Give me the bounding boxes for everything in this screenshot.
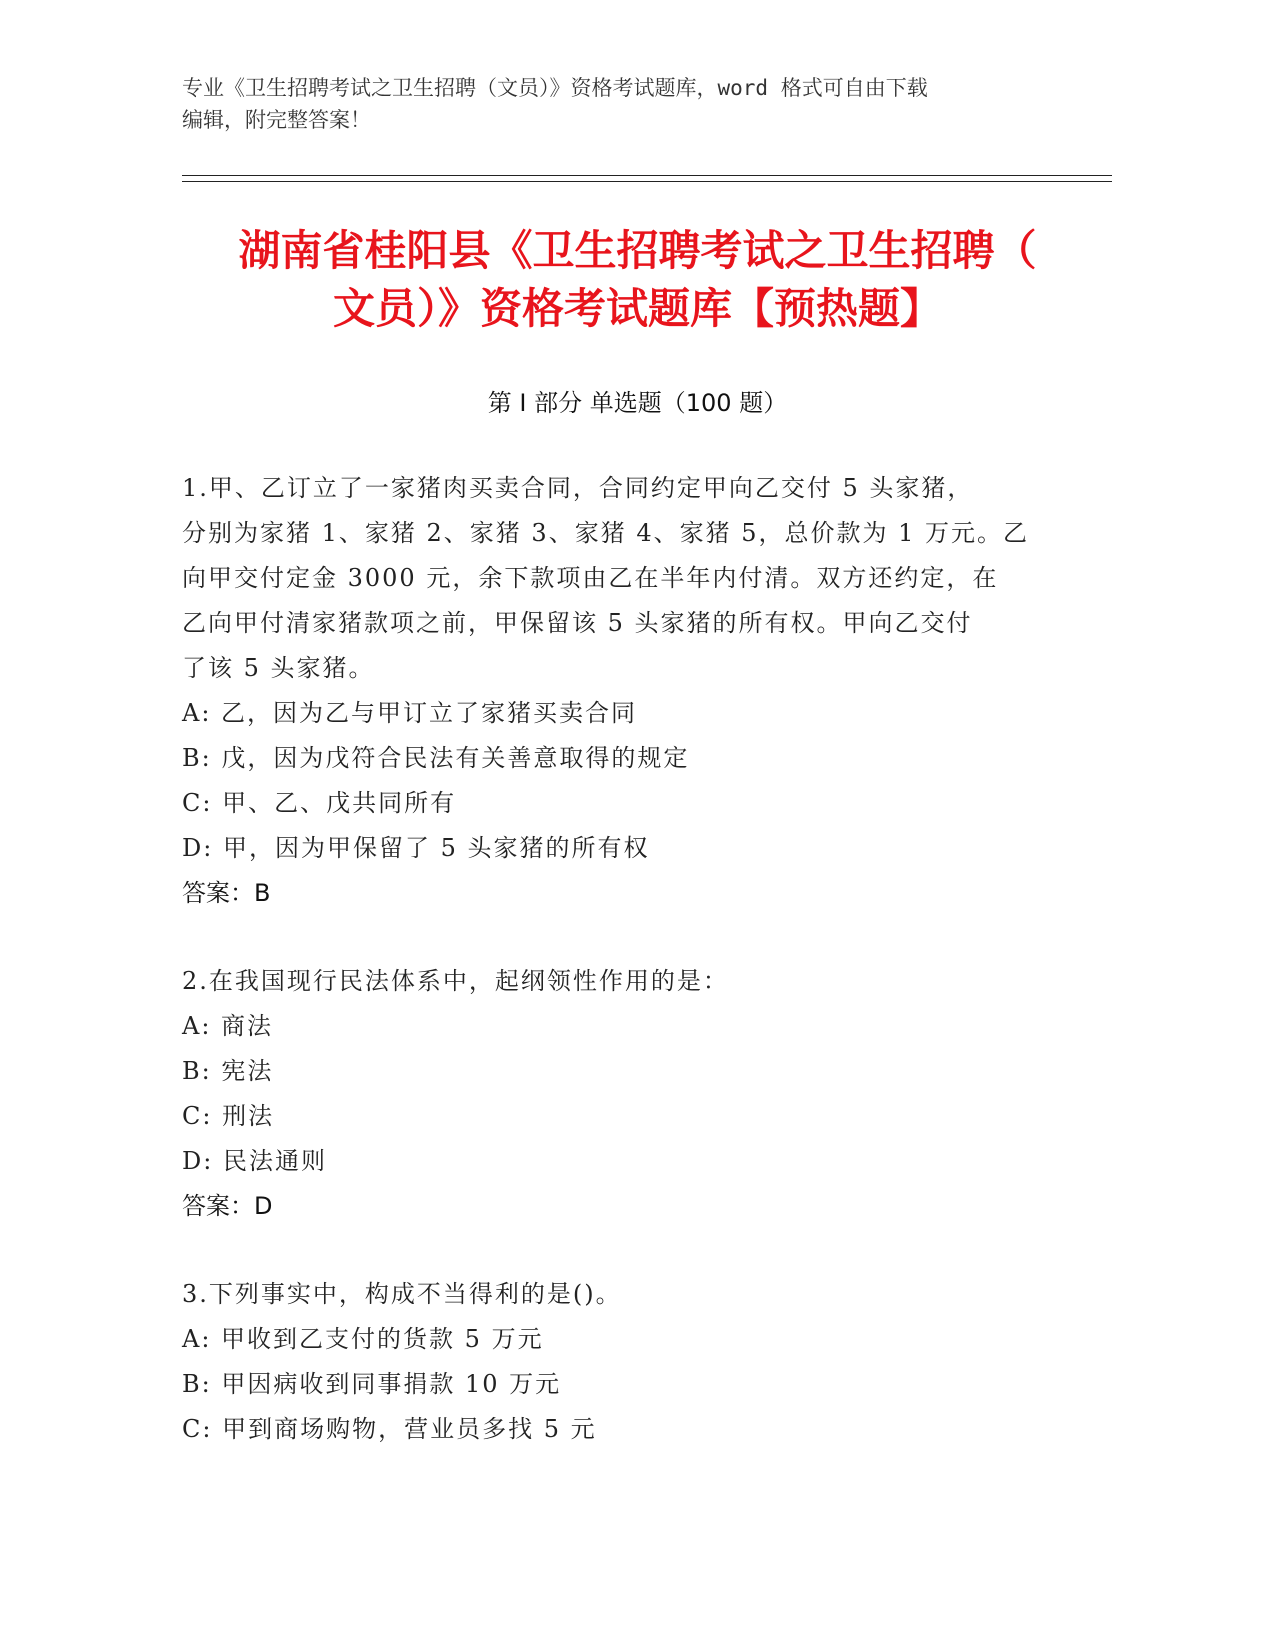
header-line-1: 专业《卫生招聘考试之卫生招聘（文员）》资格考试题库，word 格式可自由下载: [182, 76, 928, 100]
header-divider-bottom: [182, 181, 1112, 182]
question-text-line: 3.下列事实中，构成不当得利的是()。: [182, 1280, 622, 1308]
header-line-2: 编辑，附完整答案！: [182, 108, 371, 132]
question-text-line: 向甲交付定金 3000 元，余下款项由乙在半年内付清。双方还约定，在: [182, 564, 999, 592]
question-text-line: 乙向甲付清家猪款项之前，甲保留该 5 头家猪的所有权。甲向乙交付: [182, 609, 973, 637]
question-3: [182, 1272, 1082, 1452]
option-c: C: 甲、乙、戊共同所有: [182, 789, 457, 817]
question-2: [182, 959, 1082, 1229]
option-a: A: 甲收到乙支付的货款 5 万元: [182, 1325, 544, 1353]
option-d: D: 甲，因为甲保留了 5 头家猪的所有权: [182, 834, 650, 862]
question-text-line: 分别为家猪 1、家猪 2、家猪 3、家猪 4、家猪 5，总价款为 1 万元。乙: [182, 519, 1030, 547]
option-b: B: 宪法: [182, 1057, 274, 1085]
option-a: A: 商法: [182, 1012, 274, 1040]
option-c: C: 甲到商场购物，营业员多找 5 元: [182, 1415, 597, 1443]
document-header: [182, 72, 1042, 136]
title-line-2: 文员）》资格考试题库【预热题】: [332, 284, 942, 333]
option-b: B: 戊，因为戊符合民法有关善意取得的规定: [182, 744, 690, 772]
question-text-line: 1.甲、乙订立了一家猪肉买卖合同，合同约定甲向乙交付 5 头家猪，: [182, 474, 974, 502]
question-text-line: 2.在我国现行民法体系中，起纲领性作用的是：: [182, 967, 729, 995]
section-heading: 第 I 部分 单选题（100 题）: [487, 389, 788, 417]
option-c: C: 刑法: [182, 1102, 275, 1130]
question-text-line: 了该 5 头家猪。: [182, 654, 375, 682]
document-title: [120, 222, 1155, 338]
question-1: [182, 466, 1082, 916]
header-divider-top: [182, 175, 1112, 176]
answer: 答案：D: [182, 1192, 273, 1220]
answer: 答案：B: [182, 879, 271, 907]
option-a: A: 乙，因为乙与甲订立了家猪买卖合同: [182, 699, 638, 727]
option-b: B: 甲因病收到同事捐款 10 万元: [182, 1370, 562, 1398]
option-d: D: 民法通则: [182, 1147, 327, 1175]
title-line-1: 湖南省桂阳县《卫生招聘考试之卫生招聘（: [238, 226, 1037, 275]
question-list: [182, 466, 1082, 1495]
